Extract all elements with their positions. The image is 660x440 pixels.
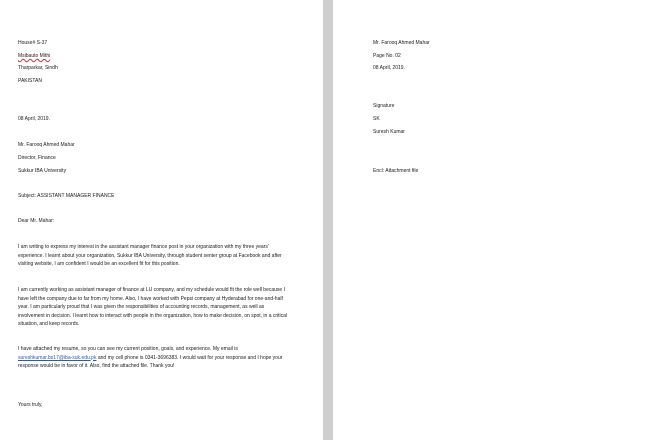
- address-line-1: House# S-37: [18, 40, 48, 46]
- paragraph-3-text-a: I have attached my resume, so you can see my current position, goals, and experience. My email is: [18, 346, 238, 352]
- letter-paragraph-1: I am writing to express my interest in the assistant manager finance post in your organization with my three years' experience. I learnt about your organization, Sukkur IBA University, through student senter group at Facebook and after visiting website, I am confident I would be an excellent fit for this position.: [18, 244, 282, 267]
- letter-subject: Subject: ASSISTANT MANAGER FINANCE: [18, 193, 115, 199]
- letter-closing: Yours truly,: [18, 402, 43, 408]
- enclosure-line: Encl: Attachment file: [373, 168, 419, 174]
- signature-initials: SK: [373, 116, 380, 122]
- paragraph-3-text-b: and my cell phone is 0341-3696383. I would wait for your response and I hope your response would be in favor of it. Also, find the attached file. Thank you!: [18, 354, 283, 369]
- address-line-3: Tharparkar, Sindh: [18, 65, 58, 71]
- recipient-title: Director, Finance: [18, 155, 56, 161]
- letter-date: 08 April, 2019.: [18, 116, 50, 122]
- email-link[interactable]: sureshkumar.bs17@iba-suk.edu.pk: [18, 354, 97, 361]
- address-line-4: PAKISTAN: [18, 78, 42, 84]
- letter-paragraph-3: [18, 345, 288, 371]
- letter-salutation: Dear Mr. Mahar:: [18, 218, 55, 224]
- address-line-2: Msibauto Mithi: [18, 53, 51, 59]
- letter-page-1: [0, 0, 323, 440]
- recipient-name: Mr. Farooq Ahmed Mahar: [18, 142, 75, 148]
- signature-label: Signature: [373, 103, 395, 109]
- signer-name: Suresh Kumar: [373, 129, 405, 135]
- letter-paragraph-2: I am currently working as assistant manager of finance at LU company, and my schedule would fit the role well because I have left the company due to far from my home. Also, I have worked with Pepsi company at Hyderabad for one-and-half year. I am particularly proud that I was given the responsibilities of accounting records, management, as well as involvement in decision. I learnt how to interact with people in the organization, how to make decision, on spot, in a critical situation, and keep records.: [18, 287, 288, 327]
- recipient-org: Sukkur IBA University: [18, 168, 67, 174]
- page-number: Page No. 02: [373, 53, 401, 59]
- page-gutter: [323, 0, 333, 440]
- header-date: 08 April, 2019.: [373, 65, 405, 71]
- header-recipient-name: Mr. Farooq Ahmed Mahar: [373, 40, 430, 46]
- letter-page-2: [333, 0, 660, 440]
